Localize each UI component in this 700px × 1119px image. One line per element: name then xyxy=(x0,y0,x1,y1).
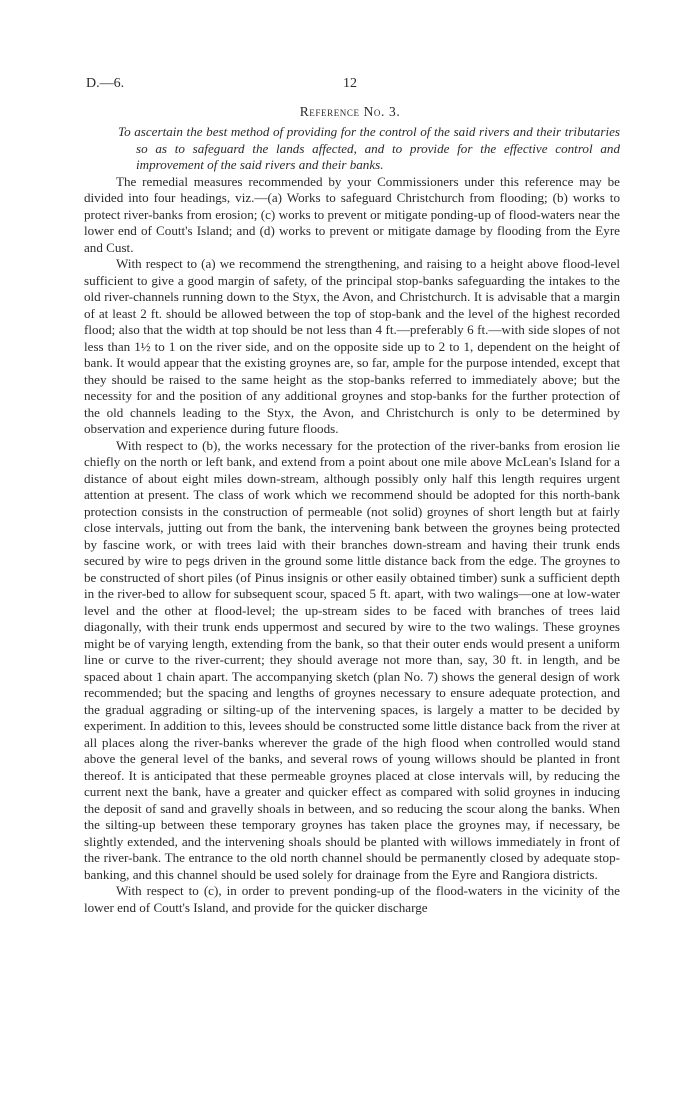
paragraph-respect-a: With respect to (a) we recommend the strengthening, and raising to a height above flood-level sufficient to give a good margin of safety, of the principal stop-banks safeguarding the intakes to the old river-channels running down to the Styx, the Avon, and Christchurch. It is advisable that a margin of at least 2 ft. should be allowed between the top of stop-bank and the level of the highest recorded flood; also that the width at top should be not less than 4 ft.—preferably 6 ft.—with side slopes of not less than 1½ to 1 on the river side, and on the opposite side up to 2 to 1, dependent on the height of bank. It would appear that the existing groynes are, so far, ample for the purpose intended, except that they should be raised to the same height as the stop-banks referred to immediately above; but the necessity for and the position of any additional groynes and stop-banks for the further protection of the old channels leading to the Styx, the Avon, and Christchurch is only to be determined by observation and experience during future floods. xyxy=(84,256,620,436)
reference-heading xyxy=(0,104,700,120)
reference-topic: To ascertain the best method of providing for the control of the said rivers and their tributaries so as to safeguard the lands affected, and to provide for the effective control and improvement of the said rivers and their banks. xyxy=(118,124,620,172)
paragraph-respect-c: With respect to (c), in order to prevent ponding-up of the flood-waters in the vicinity of the lower end of Coutt's Island, and provide for the quicker discharge xyxy=(84,883,620,915)
reference-title: Reference No. 3. xyxy=(299,104,401,119)
page-number: 12 xyxy=(343,76,357,91)
paragraph-remedial-measures: The remedial measures recommended by your Commissioners under this reference may be divided into four headings, viz.—(a) Works to safeguard Christchurch from flooding; (b) works to protect river-banks from erosion; (c) works to prevent or mitigate ponding-up of flood-waters near the lower end of Coutt's Island; and (d) works to prevent or mitigate damage by flooding from the Eyre and Cust. xyxy=(84,173,620,255)
paragraph-respect-b: With respect to (b), the works necessary for the protection of the river-banks from erosion lie chiefly on the north or left bank, and extend from a point about one mile above McLean's Island for a distance of about eight miles down-stream, although possibly only half this length requires urgent attention at present. The class of work which we recommend should be adopted for this north-bank protection consists in the construction of permeable (not solid) groynes of short length but at fairly close intervals, jutting out from the bank, the intervening bank between the groynes being protected by fascine work, or with trees laid with their branches down-stream and having their trunk ends secured by wire to pegs driven in the ground some little distance back from the edge. The groynes to be constructed of short piles (of Pinus insignis or other easily obtained timber) sunk a sufficient depth in the river-bed to allow for subsequent scour, spaced 5 ft. apart, with two walings—one at low-water level and the other at flood-level; the up-stream sides to be faced with branches of trees laid diagonally, with their trunk ends uppermost and secured by wire to the two walings. These groynes might be of varying length, extending from the bank, so that their outer ends would present a uniform line or curve to the river-current; they should average not more than, say, 30 ft. in length, and be spaced about 1 chain apart. The accompanying sketch (plan No. 7) shows the general design of work recommended; but the spacing and lengths of groynes necessary to ensure adequate protection, and the gradual aggrading or silting-up of the intervening spaces, is largely a matter to be decided by experiment. In addition to this, levees should be constructed some little distance back from the river at all places along the river-banks wherever the grade of the high flood when controlled would stand above the general level of the banks, and several rows of young willows should be planted in front thereof. It is anticipated that these permeable groynes placed at close intervals will, by reducing the current next the bank, have a greater and quicker effect as compared with solid groynes in inducing the deposit of sand and gravelly shoals in between, and so reducing the scour along the banks. When the silting-up between these temporary groynes has taken place the groynes may, if necessary, be slightly extended, and the intervening shoals should be planted with willows immediately in front of the river-bank. The entrance to the old north channel should be permanently closed by adequate stop-banking, and this channel should be used solely for drainage from the Eyre and Rangiora districts. xyxy=(84,437,620,882)
body-text xyxy=(84,124,620,916)
series-reference: D.—6. xyxy=(86,76,125,91)
